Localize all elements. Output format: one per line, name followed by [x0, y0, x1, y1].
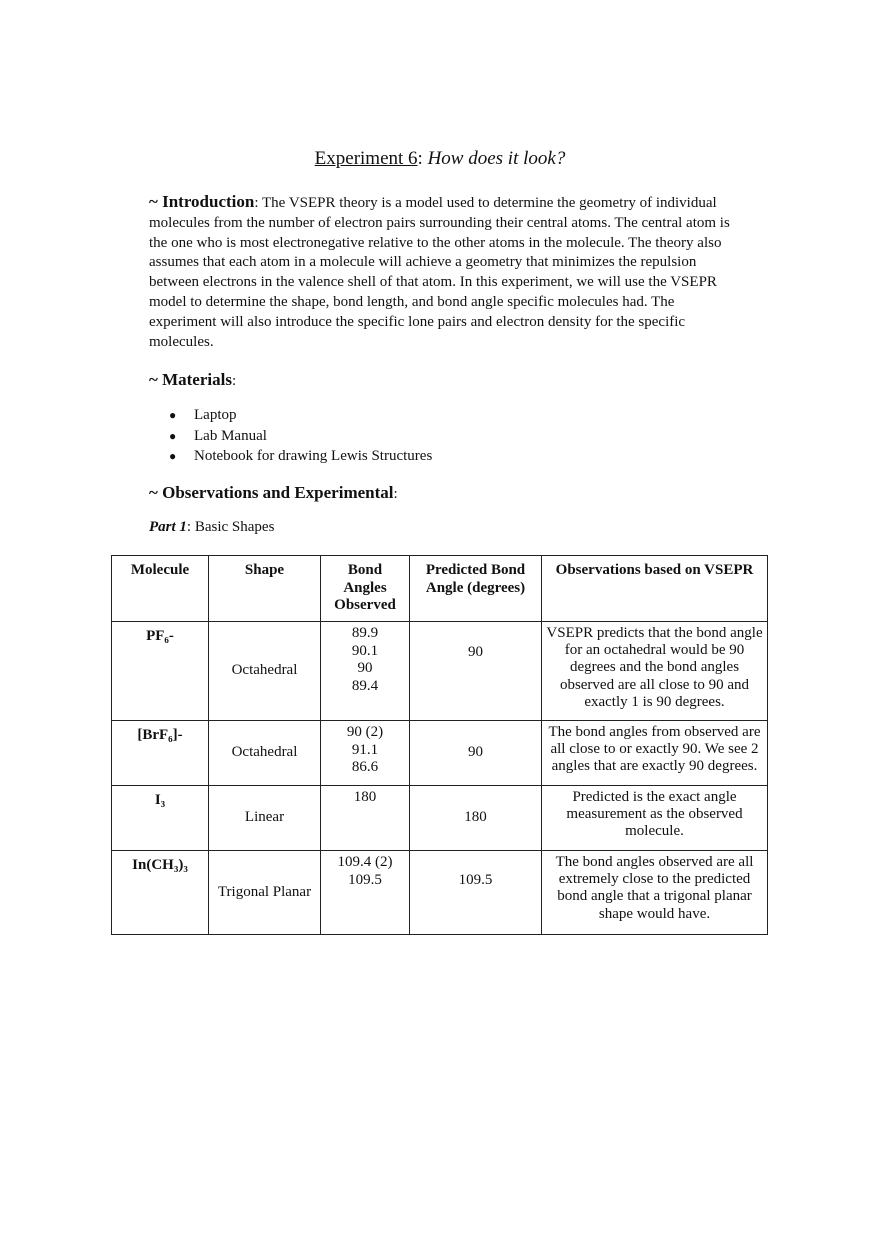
table-row	[112, 721, 768, 786]
column-header: Observations based on VSEPR	[542, 556, 768, 622]
molecule-cell: In(CH₃)₃	[112, 851, 209, 935]
predicted-cell: 90	[410, 721, 542, 786]
materials-sep: :	[231, 373, 237, 389]
table-row	[112, 851, 768, 935]
predicted-cell: 90	[410, 622, 542, 721]
observation-cell: The bond angles from observed are all close to or exactly 90. We see 2 angles that are exactly 90 degrees.	[542, 721, 768, 786]
angles-cell	[321, 622, 410, 721]
part-sep: :	[186, 519, 192, 535]
page-title	[0, 148, 880, 170]
angle-value: 90 (2)	[346, 724, 384, 740]
column-header: Shape	[209, 556, 321, 622]
angle-value: 109.5	[348, 871, 382, 888]
angle-value: 91.1	[351, 741, 379, 758]
angles-cell	[321, 721, 410, 786]
predicted-cell: 109.5	[410, 851, 542, 935]
observation-cell: The bond angles observed are all extremely close to the predicted bond angle that a trigonal planar shape would have.	[542, 851, 768, 935]
angle-value: 180	[353, 789, 377, 805]
observations-heading: ~ Observations and Experimental	[149, 483, 394, 502]
molecule-cell: [BrF₆]-	[112, 721, 209, 786]
materials-list	[149, 405, 432, 467]
angle-value: 89.4	[351, 677, 379, 694]
shape-cell: Octahedral	[209, 721, 321, 786]
predicted-cell: 180	[410, 786, 542, 851]
observation-cell: VSEPR predicts that the bond angle for an octahedral would be 90 degrees and the bond angles observed are all close to 90 and exactly 1 is 90 degrees.	[542, 622, 768, 721]
column-header: Bond Angles Observed	[321, 556, 410, 622]
title-sep: :	[417, 148, 423, 169]
angle-value: 89.9	[351, 625, 379, 641]
title-sub: How does it look?	[427, 148, 566, 169]
materials-heading: ~ Materials	[149, 370, 232, 389]
introduction-paragraph	[149, 192, 735, 352]
part-label: Part 1	[149, 519, 187, 535]
shape-cell: Trigonal Planar	[209, 851, 321, 935]
shape-cell: Octahedral	[209, 622, 321, 721]
introduction-text: The VSEPR theory is a model used to determine the geometry of individual molecules from the number of electron pairs surrounding their central atoms. The central atom is the one who is most electronegative relative to the other atoms in the molecule. The theory also assumes that each atom in a molecule will achieve a geometry that minimizes the repulsion between electrons in the valence shell of that atom. In this experiment, we will use the VSEPR model to determine the shape, bond length, and bond angle specific molecules had. The experiment will also introduce the specific lone pairs and electron density for the specific molecules.	[149, 195, 730, 350]
list-item: ● Laptop	[149, 405, 432, 426]
angle-value: 109.4 (2)	[337, 854, 393, 870]
part-heading	[149, 519, 274, 536]
part-title: Basic Shapes	[194, 519, 275, 535]
title-main: Experiment 6	[314, 148, 418, 169]
molecule-cell: I₃	[112, 786, 209, 851]
table-row	[112, 622, 768, 721]
materials-heading-line	[149, 370, 236, 390]
angles-cell	[321, 786, 410, 851]
table-header-row	[112, 556, 768, 622]
list-item: ● Notebook for drawing Lewis Structures	[149, 446, 432, 467]
introduction-heading: ~ Introduction	[149, 192, 255, 211]
angles-cell	[321, 851, 410, 935]
observations-sep: :	[393, 486, 398, 502]
angle-value: 86.6	[351, 759, 379, 775]
angle-value: 90.1	[351, 642, 379, 659]
table-row	[112, 786, 768, 851]
molecule-cell: PF₆-	[112, 622, 209, 721]
observations-heading-line	[149, 483, 398, 503]
column-header: Molecule	[112, 556, 209, 622]
list-item: ● Lab Manual	[149, 426, 432, 447]
column-header: Predicted Bond Angle (degrees)	[410, 556, 542, 622]
observation-cell: Predicted is the exact angle measurement as the observed molecule.	[542, 786, 768, 851]
angle-value: 90	[357, 660, 373, 676]
results-table	[111, 555, 768, 935]
introduction-sep: :	[254, 195, 259, 211]
shape-cell: Linear	[209, 786, 321, 851]
